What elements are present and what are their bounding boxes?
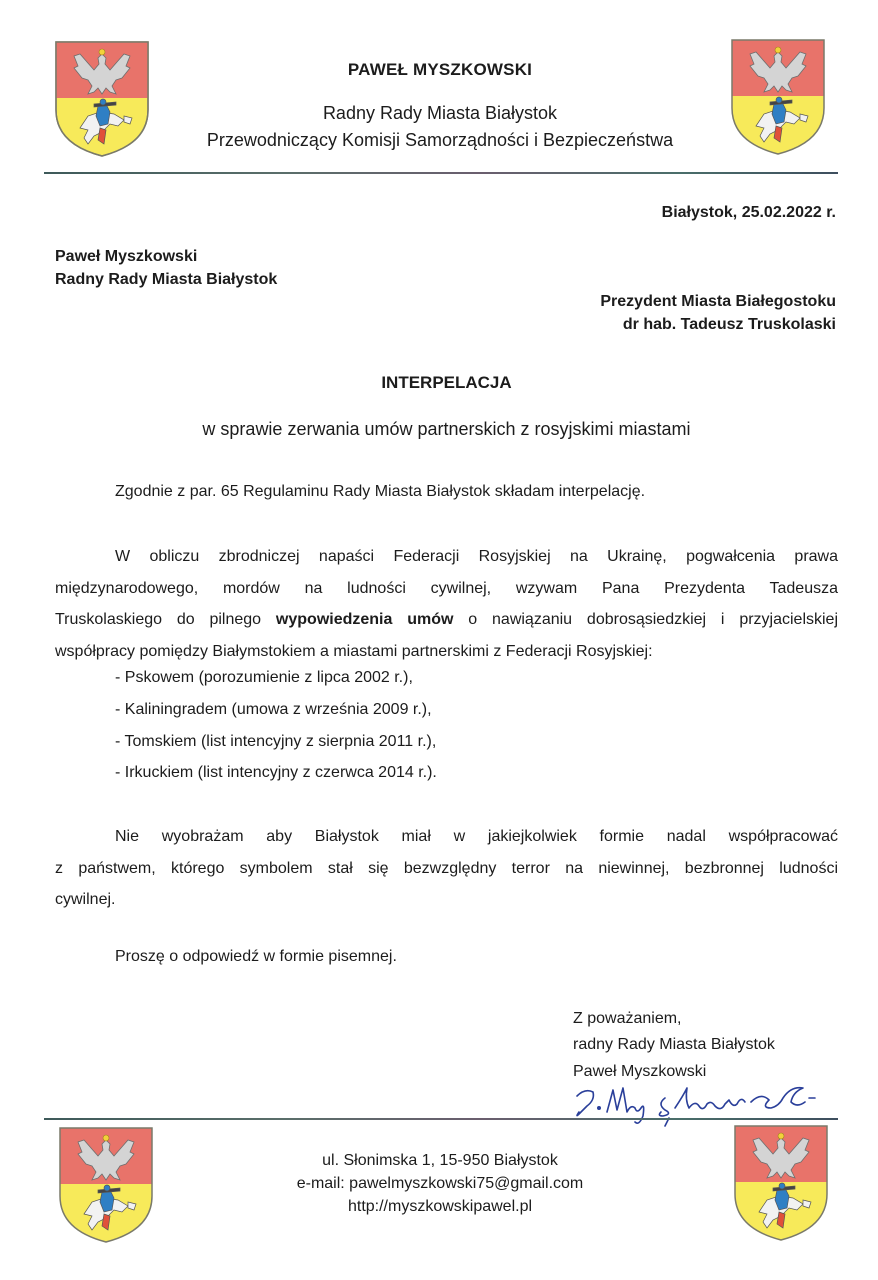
paragraph-line: cywilnej.	[55, 891, 116, 908]
intro-paragraph: Zgodnie z par. 65 Regulaminu Rady Miasta Białystok składam interpelację.	[115, 483, 646, 500]
bialystok-crest-icon	[730, 38, 826, 156]
paragraph-line: współpracy pomiędzy Białymstokiem a miastami partnerskimi z Federacji Rosyjskiej:	[55, 642, 653, 660]
bialystok-crest-icon	[54, 40, 150, 158]
paragraph-line: Nie wyobrażam aby Białystok miał w jakiejkolwiek formie nadal współpracować	[115, 828, 838, 845]
city-list-item: - Tomskiem (list intencyjny z sierpnia 2011 r.),	[115, 733, 437, 750]
paragraph-line: W obliczu zbrodniczej napaści Federacji Rosyjskiej na Ukrainę, pogwałcenia prawa	[115, 548, 838, 565]
letterhead-name: PAWEŁ MYSZKOWSKI	[347, 60, 533, 79]
text-run: Truskolaskiego do pilnego	[55, 611, 262, 628]
letterhead-role: Radny Rady Miasta Białystok	[322, 103, 558, 123]
footer-website[interactable]: http://myszkowskipawel.pl	[347, 1198, 533, 1215]
closing-greeting: Z poważaniem,	[573, 1010, 682, 1027]
city-list-item: - Irkuckiem (list intencyjny z czerwca 2014 r.).	[115, 764, 437, 781]
coat-of-arms-top-right	[730, 38, 826, 156]
bialystok-crest-icon	[733, 1124, 829, 1242]
footer-email[interactable]: e-mail: pawelmyszkowski75@gmail.com	[296, 1175, 584, 1192]
recipient-title: Prezydent Miasta Białegostoku	[600, 293, 836, 310]
paragraph-line: międzynarodowego, mordów na ludności cywilnej, wzywam Pana Prezydenta Tadeusza	[55, 579, 838, 597]
footer-address: ul. Słonimska 1, 15-950 Białystok	[322, 1152, 558, 1169]
coat-of-arms-top-left	[54, 40, 150, 158]
closing-role: radny Rady Miasta Białystok	[573, 1036, 775, 1053]
emphasis-text: wypowiedzenia umów	[275, 611, 454, 628]
paragraph-line: z państwem, którego symbolem stał się bezwzględny terror na niewinnej, bezbronnej ludności	[55, 859, 838, 877]
city-list-item: - Pskowem (porozumienie z lipca 2002 r.),	[115, 669, 413, 686]
sender-name: Paweł Myszkowski	[55, 248, 198, 265]
paragraph-statement	[55, 821, 838, 916]
header-divider	[44, 172, 838, 174]
text-run: o nawiązaniu dobrosąsiedzkiej i przyjacielskiej	[468, 611, 839, 628]
document-heading: INTERPELACJA	[381, 373, 512, 392]
coat-of-arms-bottom-right	[733, 1124, 829, 1242]
paragraph-line	[55, 604, 838, 636]
sender-role: Radny Rady Miasta Białystok	[55, 271, 278, 288]
document-subject: w sprawie zerwania umów partnerskich z rosyjskimi miastami	[202, 419, 691, 439]
letterhead-committee: Przewodniczący Komisji Samorządności i Bezpieczeństwa	[206, 130, 674, 150]
request-paragraph: Proszę o odpowiedź w formie pisemnej.	[115, 948, 397, 965]
bialystok-crest-icon	[58, 1126, 154, 1244]
footer-divider	[44, 1118, 838, 1120]
recipient-name: dr hab. Tadeusz Truskolaski	[622, 316, 836, 333]
coat-of-arms-bottom-left	[58, 1126, 154, 1244]
paragraph-appeal	[55, 541, 838, 667]
handwritten-signature	[565, 1078, 840, 1128]
date-line: Białystok, 25.02.2022 r.	[661, 204, 836, 221]
city-list-item: - Kaliningradem (umowa z września 2009 r.),	[115, 701, 432, 718]
closing-name: Paweł Myszkowski	[573, 1063, 707, 1080]
